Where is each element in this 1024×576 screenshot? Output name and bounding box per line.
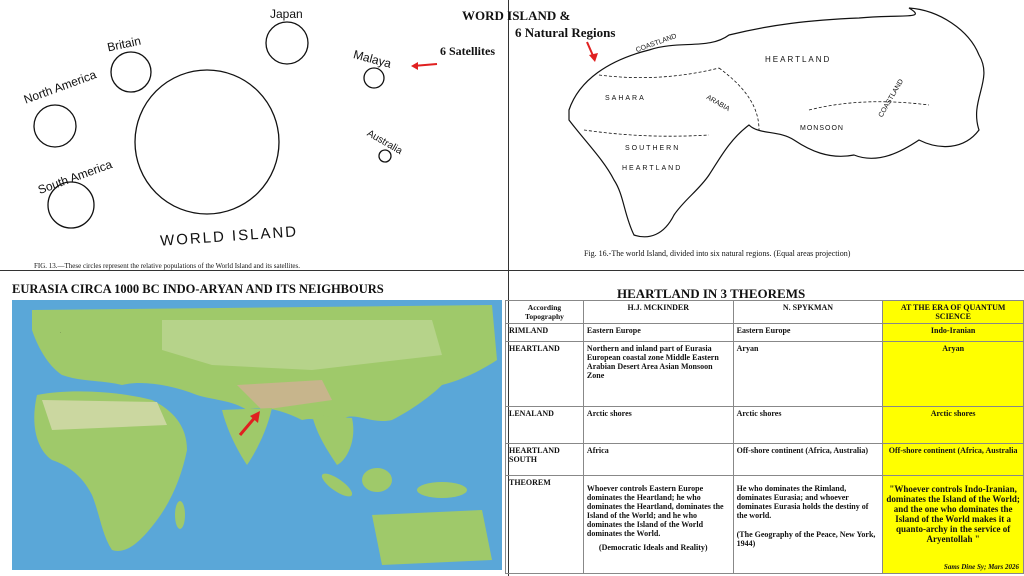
world-island-title-line1: WORD ISLAND & (462, 8, 571, 23)
annotation-6-satellites: 6 Satellites (440, 44, 495, 58)
japan-circle (266, 22, 308, 64)
malaya-circle (364, 68, 384, 88)
cell-mckinder: Eastern Europe (583, 324, 733, 342)
map-label-1: · (60, 330, 62, 335)
cell-quantum: Off-shore continent (Africa, Australia (883, 444, 1024, 476)
region-divider-4 (809, 102, 929, 110)
header-spykman: N. SPYKMAN (733, 301, 883, 324)
eurasia-africa-outline (569, 8, 984, 237)
world-island-circle (135, 70, 279, 214)
table-header-row (506, 301, 1024, 324)
label-north-america: North America (21, 67, 99, 107)
label-south-america: South America (35, 157, 115, 197)
australia-landmass (372, 510, 492, 565)
header-quantum: AT THE ERA OF QUANTUM SCIENCE (883, 301, 1024, 324)
mckinder-theorem-text: Whoever controls Eastern Europe dominates the Heartland; he who dominates the Heartland, dominates the Island of the World; and he who dominates the Island of the World dominates the World. (586, 484, 724, 538)
region-coastland-top: COASTLAND (635, 32, 678, 55)
region-divider-1 (599, 68, 719, 78)
region-heartland: HEARTLAND (765, 55, 832, 64)
britain-circle (111, 52, 151, 92)
label-malaya: Malaya (351, 47, 393, 71)
row-label: RIMLAND (506, 324, 584, 342)
region-coastland-east: COASTLAND (877, 78, 906, 119)
row-label: LENALAND (506, 407, 584, 444)
quantum-theorem-text: "Whoever controls Indo-Iranian, dominates the Island of the World; and the one who dominates the Island of the World makes it a quanto-archy in the service of Aryentollah " (886, 484, 1020, 544)
table-row (506, 407, 1024, 444)
eurasia-1000bc-map (12, 300, 502, 570)
world-island-regions-map (509, 0, 1024, 270)
theorems-table (505, 300, 1024, 574)
row-label: THEOREM (506, 476, 584, 574)
cell-spykman: Eastern Europe (733, 324, 883, 342)
cell-quantum (883, 476, 1024, 574)
cell-mckinder: Northern and inland part of Eurasia European coastal zone Middle Eastern Arabian Desert Area Asian Monsoon Zone (583, 342, 733, 407)
borneo (362, 468, 392, 492)
label-japan: Japan (270, 7, 303, 21)
mckinder-theorem-source: (Democratic Ideals and Reality) (598, 543, 708, 552)
world-island-title-line2: 6 Natural Regions (515, 25, 616, 40)
red-arrowhead-regions (589, 53, 598, 62)
spykman-theorem-text: He who dominates the Rimland, dominates Eurasia; and whoever dominates Eurasia holds the destiny of the world. (736, 484, 869, 520)
madagascar (175, 501, 185, 529)
red-arrowhead (411, 62, 418, 70)
cell-quantum: Arctic shores (883, 407, 1024, 444)
cell-spykman: Arctic shores (733, 407, 883, 444)
divider-horizontal (0, 270, 1024, 271)
table-row (506, 444, 1024, 476)
header-mckinder: H.J. MCKINDER (583, 301, 733, 324)
header-topography: According Topography (506, 301, 584, 324)
table-row (506, 342, 1024, 407)
fig13-caption: FIG. 13.—These circles represent the relative populations of the World Island and its satellites. (34, 262, 301, 270)
cell-quantum: Aryan (883, 342, 1024, 407)
region-divider-3 (584, 130, 709, 136)
table-row (506, 324, 1024, 342)
cell-spykman: Off-shore continent (Africa, Australia) (733, 444, 883, 476)
theorems-title: HEARTLAND IN 3 THEOREMS (617, 286, 806, 301)
region-arabia: ARABIA (704, 94, 731, 113)
cell-spykman (733, 476, 883, 574)
new-guinea (417, 482, 467, 498)
sahara-band (42, 400, 167, 430)
label-world-island: WORLD ISLAND (159, 223, 299, 250)
region-monsoon: MONSOON (800, 125, 844, 132)
row-label: HEARTLAND (506, 342, 584, 407)
signature: Sams Dine Sy; Mars 2026 (943, 563, 1019, 571)
cell-mckinder: Africa (583, 444, 733, 476)
row-label: HEARTLAND SOUTH (506, 444, 584, 476)
spykman-theorem-source: (The Geography of the Peace, New York, 1944) (736, 530, 876, 548)
region-divider-2 (719, 68, 759, 130)
label-australia: Australia (364, 128, 405, 157)
region-heartland-south: HEARTLAND (622, 165, 683, 172)
cell-quantum: Indo-Iranian (883, 324, 1024, 342)
region-southern: SOUTHERN (625, 145, 681, 152)
label-britain: Britain (105, 33, 143, 55)
region-sahara: SAHARA (605, 95, 646, 102)
fig16-caption: Fig. 16.-The world Island, divided into six natural regions. (Equal areas projection) (584, 249, 851, 258)
cell-mckinder (583, 476, 733, 574)
cell-mckinder: Arctic shores (583, 407, 733, 444)
cell-spykman: Aryan (733, 342, 883, 407)
eurasia-map-title: EURASIA CIRCA 1000 BC INDO-ARYAN AND ITS NEIGHBOURS (12, 282, 384, 296)
north-america-circle (34, 105, 76, 147)
table-row (506, 476, 1024, 574)
